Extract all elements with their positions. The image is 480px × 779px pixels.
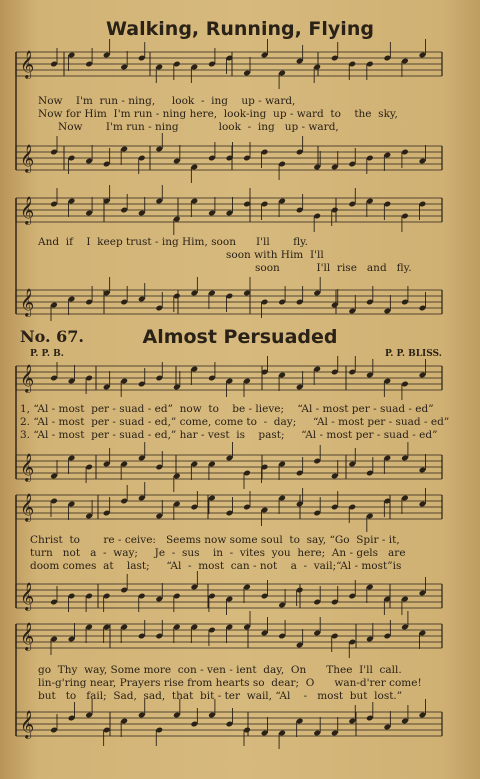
clef-icon: 𝄞 — [20, 144, 35, 172]
lyric-line: Christ to re - ceive: Seems now some soul to say, “Go Spir - it, — [30, 534, 400, 546]
hymn-number: No. 67. — [20, 327, 84, 346]
clef-icon: 𝄞 — [20, 493, 35, 521]
lyric-line: doom comes at last; “Al - most can - not a - vail;“Al - most”is — [30, 560, 402, 572]
clef-icon: 𝄞 — [20, 582, 35, 610]
clef-icon: 𝄞 — [20, 453, 35, 481]
clef-icon: 𝄞 — [20, 622, 35, 650]
composer-credit: P. P. BLISS. — [385, 349, 442, 359]
lyric-line: 3. “Al - most per - suad - ed,” har - vest is past; “Al - most per - suad - ed” — [20, 429, 438, 441]
clef-icon: 𝄞 — [20, 710, 35, 738]
lyric-line: 1, “Al - most per - suad - ed” now to be - lieve; “Al - most per - suad - ed” — [20, 403, 434, 415]
lyric-line: go Thy way, Some more con - ven - ient day, On Thee I'll call. — [38, 664, 402, 676]
lyric-line: Now for Him I'm run - ning here, look-ing up - ward to the sky, — [38, 108, 398, 120]
lyric-line: And if I keep trust - ing Him, soon I'll fly. — [38, 236, 308, 248]
lyric-line: Now I'm run - ning, look - ing up - ward, — [38, 95, 296, 107]
clef-icon: 𝄞 — [20, 196, 35, 224]
clef-icon: 𝄞 — [20, 50, 35, 78]
lyric-line: soon I'll rise and fly. — [255, 262, 412, 274]
lyric-line: soon with Him I'll — [226, 249, 324, 261]
clef-icon: 𝄞 — [20, 364, 35, 392]
lyric-line: Now I'm run - ning look - ing up - ward, — [58, 121, 339, 133]
lyric-line: lin-g'ring near, Prayers rise from hearts so dear; O wan-d'rer come! — [38, 677, 422, 689]
lyricist-credit: P. P. B. — [30, 349, 64, 359]
lyric-line: turn not a - way; Je - sus in - vites you here; An - gels are — [30, 547, 406, 559]
song-title-almost-persuaded: Almost Persuaded — [142, 326, 338, 348]
lyric-line: but to fail; Sad, sad, that bit - ter wail, “Al - most but lost.” — [38, 690, 403, 702]
clef-icon: 𝄞 — [20, 288, 35, 316]
song-title-walking: Walking, Running, Flying — [106, 18, 374, 40]
lyric-line: 2. “Al - most per - suad - ed,” come, come to - day; “Al - most per - suad - ed” — [20, 416, 450, 428]
